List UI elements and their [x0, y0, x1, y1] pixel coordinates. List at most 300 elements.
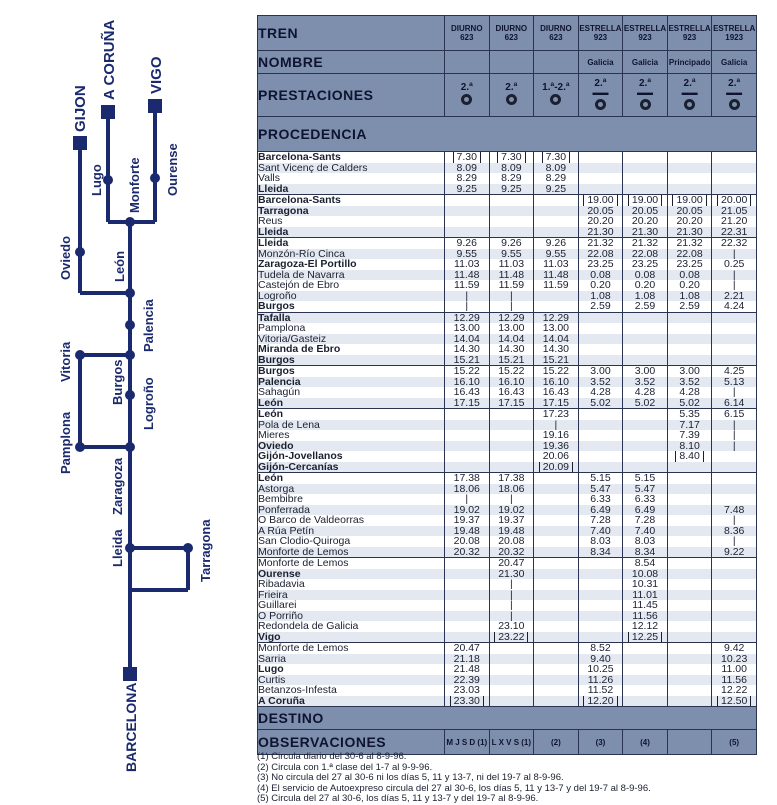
- time-cell: [534, 515, 579, 526]
- time-cell: 14.04: [489, 334, 534, 345]
- time-cell: 15.21: [489, 355, 534, 366]
- station-name: Lleida: [258, 227, 445, 238]
- time-cell: 0.20: [578, 280, 623, 291]
- time-cell: 20.05: [623, 206, 668, 217]
- time-cell: [489, 206, 534, 217]
- time-cell: [489, 152, 534, 163]
- time-cell: 15.22: [534, 366, 579, 377]
- map-label-leon: León: [112, 250, 127, 282]
- timetable-row: [258, 163, 757, 174]
- time-cell: 10.08: [623, 569, 668, 580]
- station-name: Frieira: [258, 590, 445, 601]
- time-cell: 8.34: [623, 547, 668, 558]
- time-cell: 5.35: [667, 409, 712, 420]
- time-cell: 21.48: [444, 664, 489, 675]
- time-cell: |: [489, 301, 534, 312]
- time-cell: [667, 344, 712, 355]
- leon-node-icon: [125, 288, 135, 298]
- time-cell: 8.29: [489, 173, 534, 184]
- time-cell: 23.25: [578, 259, 623, 270]
- time-cell: [667, 526, 712, 537]
- time-cell: 3.00: [578, 366, 623, 377]
- time-cell: [667, 515, 712, 526]
- time-cell: [489, 451, 534, 462]
- time-cell: 19.37: [444, 515, 489, 526]
- time-cell: [623, 195, 668, 206]
- time-cell: 20.32: [444, 547, 489, 558]
- time-cell: [489, 632, 534, 643]
- time-cell: |: [712, 270, 757, 281]
- time-cell: 15.22: [489, 366, 534, 377]
- observaciones-label: OBSERVACIONES: [258, 730, 445, 755]
- train-class: 2.ª: [683, 77, 696, 89]
- time-cell: [489, 409, 534, 420]
- time-cell: [578, 600, 623, 611]
- boxed-time: 20.00: [717, 195, 751, 206]
- time-cell: [578, 344, 623, 355]
- boxed-time: 23.30: [450, 696, 484, 707]
- vitoria-node-icon: [75, 350, 85, 360]
- time-cell: 7.28: [578, 515, 623, 526]
- map-label-vitoria: Vitoria: [58, 341, 73, 382]
- station-name: Lugo: [258, 664, 445, 675]
- station-name: Sahagún: [258, 387, 445, 398]
- station-name: Ourense: [258, 569, 445, 580]
- timetable-row: [258, 579, 757, 590]
- train-type: DIURNO: [450, 24, 483, 33]
- footnote: (5) Circula del 27 al 30-6, los días 5, 11 y 13-7 y del 19-7 al 8-9-96.: [257, 793, 539, 804]
- time-cell: 3.52: [578, 377, 623, 388]
- burgos-node-icon: [125, 350, 135, 360]
- footnote: (2) Circula con 1.ª clase del 1-7 al 9-9-96.: [257, 761, 433, 773]
- time-cell: [534, 206, 579, 217]
- time-cell: [667, 312, 712, 323]
- footnote: (4) El servicio de Autoexpreso circula del 27 al 30-6, los días 5, 11 y 13-7 y del 19-7 al 8-9-96.: [257, 782, 651, 794]
- timetable: [257, 15, 757, 755]
- train-number: 923: [593, 33, 608, 42]
- time-cell: |: [712, 536, 757, 547]
- time-cell: 18.06: [444, 484, 489, 495]
- time-cell: [667, 600, 712, 611]
- time-cell: 9.22: [712, 547, 757, 558]
- train-class: 2.ª: [728, 77, 741, 89]
- timetable-row: [258, 206, 757, 217]
- time-cell: [534, 484, 579, 495]
- time-cell: |: [712, 249, 757, 260]
- time-cell: [534, 547, 579, 558]
- sleeper-icon: ▬▬: [637, 87, 654, 97]
- time-cell: 16.43: [534, 387, 579, 398]
- ourense-node-icon: [150, 173, 160, 183]
- train-class: 2.ª: [594, 77, 607, 89]
- train-number: 1923: [725, 33, 744, 42]
- map-label-pamplona: Pamplona: [58, 411, 73, 474]
- time-cell: [578, 173, 623, 184]
- time-cell: 8.03: [623, 536, 668, 547]
- timetable-row: [258, 387, 757, 398]
- timetable-row: [258, 377, 757, 388]
- timetable-row: [258, 451, 757, 462]
- time-cell: 16.43: [489, 387, 534, 398]
- time-cell: [578, 451, 623, 462]
- map-label-oviedo: Oviedo: [58, 235, 73, 280]
- train-column-header: [712, 16, 757, 51]
- time-cell: [667, 664, 712, 675]
- station-name: Valls: [258, 173, 445, 184]
- boxed-time: 20.09: [539, 462, 573, 473]
- timetable-row: [258, 152, 757, 163]
- time-cell: 14.30: [489, 344, 534, 355]
- time-cell: |: [712, 441, 757, 452]
- station-name: Palencia: [258, 377, 445, 388]
- time-cell: 8.34: [578, 547, 623, 558]
- time-cell: 9.26: [534, 238, 579, 249]
- time-cell: [534, 611, 579, 622]
- map-label-logrono: Logroño: [141, 377, 156, 430]
- time-cell: 19.48: [444, 526, 489, 537]
- time-cell: 2.59: [578, 301, 623, 312]
- vigo-terminus-icon: [148, 99, 162, 113]
- destination-row: [258, 707, 757, 730]
- time-cell: [578, 579, 623, 590]
- station-name: Logroño: [258, 291, 445, 302]
- station-name: León: [258, 473, 445, 484]
- time-cell: [623, 420, 668, 431]
- time-cell: |: [489, 291, 534, 302]
- time-cell: 11.01: [623, 590, 668, 601]
- time-cell: [667, 184, 712, 195]
- time-cell: [623, 355, 668, 366]
- timetable-row: [258, 312, 757, 323]
- time-cell: [489, 643, 534, 654]
- time-cell: 21.20: [712, 216, 757, 227]
- time-cell: [534, 291, 579, 302]
- time-cell: 20.06: [534, 451, 579, 462]
- timetable-row: [258, 611, 757, 622]
- train-observation: L X V S (1): [489, 730, 534, 755]
- palencia-node-icon: [125, 320, 135, 330]
- time-cell: 11.03: [444, 259, 489, 270]
- time-cell: 9.26: [489, 238, 534, 249]
- time-cell: [712, 632, 757, 643]
- time-cell: [489, 696, 534, 707]
- oviedo-node-icon: [75, 247, 85, 257]
- time-cell: |: [489, 579, 534, 590]
- time-cell: [667, 590, 712, 601]
- time-cell: [712, 558, 757, 569]
- time-cell: 16.43: [444, 387, 489, 398]
- train-observation: (5): [712, 730, 757, 755]
- train-observation: (2): [534, 730, 579, 755]
- station-name: O Barco de Valdeorras: [258, 515, 445, 526]
- timetable-row: [258, 398, 757, 409]
- time-cell: [712, 355, 757, 366]
- time-cell: 6.15: [712, 409, 757, 420]
- time-cell: 6.49: [623, 505, 668, 516]
- timetable-row: [258, 505, 757, 516]
- timetable-row: [258, 409, 757, 420]
- timetable-row: [258, 590, 757, 601]
- station-name: Lleida: [258, 238, 445, 249]
- timetable-row: [258, 216, 757, 227]
- station-name: Tarragona: [258, 206, 445, 217]
- timetable-row: [258, 184, 757, 195]
- time-cell: [444, 430, 489, 441]
- time-cell: 14.04: [444, 334, 489, 345]
- time-cell: [578, 441, 623, 452]
- time-cell: [712, 163, 757, 174]
- time-cell: [578, 611, 623, 622]
- map-label-coruna: A CORUÑA: [101, 19, 118, 100]
- timetable-row: [258, 484, 757, 495]
- route-map: [0, 0, 250, 800]
- time-cell: [712, 579, 757, 590]
- train-name: Galicia: [712, 51, 757, 74]
- station-name: Castejón de Ebro: [258, 280, 445, 291]
- timetable-row: [258, 430, 757, 441]
- time-cell: 15.21: [534, 355, 579, 366]
- boxed-time: 7.30: [453, 152, 481, 163]
- time-cell: [667, 654, 712, 665]
- station-name: Sant Vicenç de Calders: [258, 163, 445, 174]
- time-cell: [623, 643, 668, 654]
- timetable-row: [258, 462, 757, 473]
- timetable-row: [258, 280, 757, 291]
- time-cell: 11.56: [712, 675, 757, 686]
- time-cell: [712, 312, 757, 323]
- station-name: Astorga: [258, 484, 445, 495]
- time-cell: 20.32: [489, 547, 534, 558]
- services-row: [258, 74, 757, 117]
- time-cell: [623, 675, 668, 686]
- time-cell: 11.48: [444, 270, 489, 281]
- time-cell: [667, 536, 712, 547]
- time-cell: 3.00: [667, 366, 712, 377]
- time-cell: 12.29: [444, 312, 489, 323]
- time-cell: 19.16: [534, 430, 579, 441]
- time-cell: [712, 462, 757, 473]
- station-name: A Rúa Petín: [258, 526, 445, 537]
- time-cell: [667, 558, 712, 569]
- nombre-label: NOMBRE: [258, 51, 445, 74]
- time-cell: [712, 484, 757, 495]
- time-cell: [534, 569, 579, 580]
- station-name: Miranda de Ebro: [258, 344, 445, 355]
- time-cell: 10.23: [712, 654, 757, 665]
- time-cell: [578, 590, 623, 601]
- train-name-row: [258, 51, 757, 74]
- sleeper-icon: ▬▬: [681, 87, 698, 97]
- time-cell: 9.25: [534, 184, 579, 195]
- boxed-time: 7.30: [497, 152, 525, 163]
- station-name: Monforte de Lemos: [258, 558, 445, 569]
- map-label-lleida: Lleida: [110, 529, 125, 567]
- time-cell: 11.48: [534, 270, 579, 281]
- timetable-row: [258, 569, 757, 580]
- timetable-row: [258, 643, 757, 654]
- procedencia-label: PROCEDENCIA: [258, 117, 757, 152]
- logrono-node-icon: [125, 390, 135, 400]
- time-cell: [578, 696, 623, 707]
- time-cell: 12.22: [712, 685, 757, 696]
- time-cell: 13.00: [444, 323, 489, 334]
- train-type: ESTRELLA: [668, 24, 711, 33]
- time-cell: 8.09: [534, 163, 579, 174]
- time-cell: [712, 590, 757, 601]
- timetable-row: [258, 173, 757, 184]
- time-cell: 8.29: [534, 173, 579, 184]
- time-cell: [444, 600, 489, 611]
- timetable-row: [258, 238, 757, 249]
- time-cell: 5.02: [623, 398, 668, 409]
- time-cell: |: [712, 515, 757, 526]
- time-cell: |: [489, 600, 534, 611]
- time-cell: [667, 334, 712, 345]
- time-cell: 13.00: [489, 323, 534, 334]
- time-cell: [578, 195, 623, 206]
- time-cell: 10.25: [578, 664, 623, 675]
- station-name: Tudela de Navarra: [258, 270, 445, 281]
- time-cell: 12.12: [623, 621, 668, 632]
- restaurant-service-icon: [461, 94, 472, 105]
- time-cell: 0.20: [623, 280, 668, 291]
- time-cell: [667, 675, 712, 686]
- time-cell: 10.31: [623, 579, 668, 590]
- time-cell: 20.47: [489, 558, 534, 569]
- time-cell: |: [444, 291, 489, 302]
- time-cell: 3.52: [667, 377, 712, 388]
- timetable-row: [258, 675, 757, 686]
- timetable-row: [258, 366, 757, 377]
- time-cell: [623, 654, 668, 665]
- time-cell: 9.55: [534, 249, 579, 260]
- time-cell: [712, 569, 757, 580]
- time-cell: [667, 611, 712, 622]
- time-cell: 13.00: [534, 323, 579, 334]
- time-cell: 11.00: [712, 664, 757, 675]
- time-cell: 5.15: [623, 473, 668, 484]
- time-cell: [534, 227, 579, 238]
- station-name: Reus: [258, 216, 445, 227]
- pamplona-node-icon: [75, 442, 85, 452]
- timetable-row: [258, 227, 757, 238]
- time-cell: [623, 430, 668, 441]
- timetable-row: [258, 334, 757, 345]
- time-cell: [489, 430, 534, 441]
- time-cell: [489, 675, 534, 686]
- station-name: Zaragoza-El Portillo: [258, 259, 445, 270]
- time-cell: 20.05: [578, 206, 623, 217]
- time-cell: [534, 579, 579, 590]
- time-cell: [578, 334, 623, 345]
- time-cell: 21.30: [623, 227, 668, 238]
- station-name: Monforte de Lemos: [258, 643, 445, 654]
- timetable-row: [258, 536, 757, 547]
- time-cell: 14.30: [534, 344, 579, 355]
- train-number: 923: [638, 33, 652, 42]
- train-number: 923: [682, 33, 697, 42]
- station-name: Barcelona-Sants: [258, 195, 445, 206]
- time-cell: 14.04: [534, 334, 579, 345]
- time-cell: 12.29: [489, 312, 534, 323]
- time-cell: 22.31: [712, 227, 757, 238]
- time-cell: 7.48: [712, 505, 757, 516]
- time-cell: [623, 409, 668, 420]
- time-cell: 8.09: [444, 163, 489, 174]
- time-cell: [623, 664, 668, 675]
- train-column-header: [489, 16, 534, 51]
- time-cell: 0.20: [667, 280, 712, 291]
- train-name: [489, 51, 534, 74]
- time-cell: 0.08: [578, 270, 623, 281]
- time-cell: [623, 334, 668, 345]
- time-cell: [489, 654, 534, 665]
- station-name: León: [258, 409, 445, 420]
- time-cell: [667, 451, 712, 462]
- time-cell: 5.02: [578, 398, 623, 409]
- map-label-palencia: Palencia: [141, 299, 156, 352]
- time-cell: [444, 206, 489, 217]
- time-cell: [667, 547, 712, 558]
- time-cell: [489, 664, 534, 675]
- time-cell: [534, 590, 579, 601]
- train-type-row: [258, 16, 757, 51]
- station-name: Burgos: [258, 366, 445, 377]
- station-name: Curtis: [258, 675, 445, 686]
- time-cell: 23.03: [444, 685, 489, 696]
- time-cell: 11.56: [623, 611, 668, 622]
- time-cell: 11.45: [623, 600, 668, 611]
- timetable-row: [258, 547, 757, 558]
- station-name: León: [258, 398, 445, 409]
- station-name: Ponferrada: [258, 505, 445, 516]
- time-cell: 20.20: [667, 216, 712, 227]
- timetable-row: [258, 664, 757, 675]
- boxed-time: 8.40: [675, 451, 703, 462]
- timetable-row: [258, 621, 757, 632]
- time-cell: [712, 611, 757, 622]
- train-type: DIURNO: [495, 24, 528, 33]
- time-cell: [623, 685, 668, 696]
- time-cell: [534, 216, 579, 227]
- time-cell: 3.52: [623, 377, 668, 388]
- time-cell: [712, 323, 757, 334]
- restaurant-service-icon: [684, 99, 695, 110]
- time-cell: 22.08: [578, 249, 623, 260]
- time-cell: [667, 163, 712, 174]
- time-cell: [667, 621, 712, 632]
- time-cell: [444, 420, 489, 431]
- station-name: Vigo: [258, 632, 445, 643]
- time-cell: [667, 195, 712, 206]
- time-cell: [667, 569, 712, 580]
- time-cell: 17.23: [534, 409, 579, 420]
- time-cell: 21.30: [578, 227, 623, 238]
- time-cell: 17.38: [489, 473, 534, 484]
- time-cell: 11.59: [534, 280, 579, 291]
- time-cell: [712, 696, 757, 707]
- time-cell: 15.21: [444, 355, 489, 366]
- time-cell: 0.08: [667, 270, 712, 281]
- boxed-time: 23.22: [494, 632, 528, 643]
- time-cell: [534, 685, 579, 696]
- station-name: O Porriño: [258, 611, 445, 622]
- map-label-barcelona: BARCELONA: [123, 682, 139, 772]
- time-cell: [534, 301, 579, 312]
- time-cell: 11.26: [578, 675, 623, 686]
- time-cell: |: [712, 430, 757, 441]
- time-cell: [489, 462, 534, 473]
